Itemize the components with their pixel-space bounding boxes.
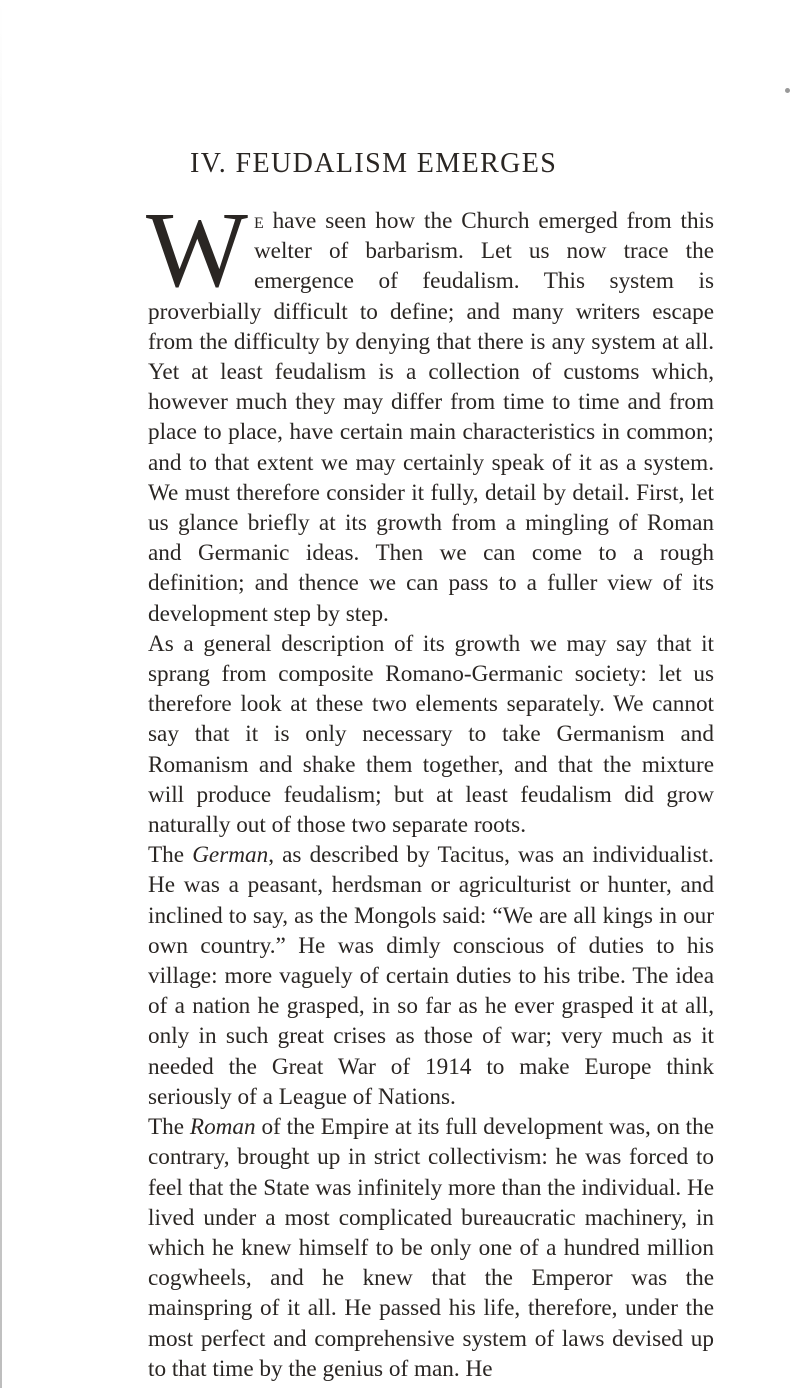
paragraph-3-italic: German	[192, 842, 269, 869]
paragraph-3	[148, 840, 714, 1112]
speck	[785, 88, 790, 93]
paragraph-3-lead: The	[148, 842, 193, 869]
paragraph-4-text: of the Empire at its full development was, on the contrary, brought up in strict collectivism: he was forced to feel that the State was infinitely more than the individual. He lived under a most complicated bureaucratic machinery, in which he knew himself to be only one of a hundred million cogwheels, and he knew that the Emperor was the mainspring of it all. He passed his life, therefore, under the most perfect and comprehensive system of laws devised up to that time by the genius of man. He	[148, 1114, 714, 1382]
chapter-heading: IV. FEUDALISM EMERGES	[190, 148, 558, 179]
paragraph-4	[148, 1112, 714, 1384]
drop-cap: W	[146, 191, 248, 310]
paragraph-4-italic: Roman	[189, 1114, 256, 1141]
paragraph-4-lead: The	[148, 1114, 190, 1141]
paragraph-1-text: have seen how the Church emerged from this welter of barbarism. Let us now trace the emergence of feudalism. This system is proverbially difficult to define; and many writers escape from the difficulty by denying that there is any system at all. Yet at least feudalism is a collection of customs which, however much they may differ from time to time and from place to place, have certain main characteristics in common; and to that extent we may certainly speak of it as a system. We must therefore consider it fully, detail by detail. First, let us glance briefly at its growth from a mingling of Roman and Germanic ideas. Then we can come to a rough definition; and thence we can pass to a fuller view of its development step by step.	[148, 208, 714, 627]
paragraph-1	[146, 191, 714, 629]
paragraph-2-text: As a general description of its growth we may say that it sprang from composite Romano-Germanic society: let us therefore look at these two elements separately. We cannot say that it is only necessary to take Germanism and Romanism and shake them together, and that the mixture will produce feudalism; but at least feudalism did grow naturally out of those two separate roots.	[148, 630, 714, 839]
page-edge-shadow	[0, 0, 2, 1388]
paragraph-2	[148, 629, 714, 840]
chapter-body	[146, 191, 714, 1384]
small-caps-lead: e	[253, 208, 264, 233]
paragraph-3-text: , as described by Tacitus, was an individualist. He was a peasant, herdsman or agriculturist or hunter, and inclined to say, as the Mongols said: “We are all kings in our own country.” He was dimly conscious of duties to his village: more vaguely of certain duties to his tribe. The idea of a nation he grasped, in so far as he ever grasped it at all, only in such great crises as those of war; very much as it needed the Great War of 1914 to make Europe think seriously of a League of Nations.	[148, 842, 714, 1110]
